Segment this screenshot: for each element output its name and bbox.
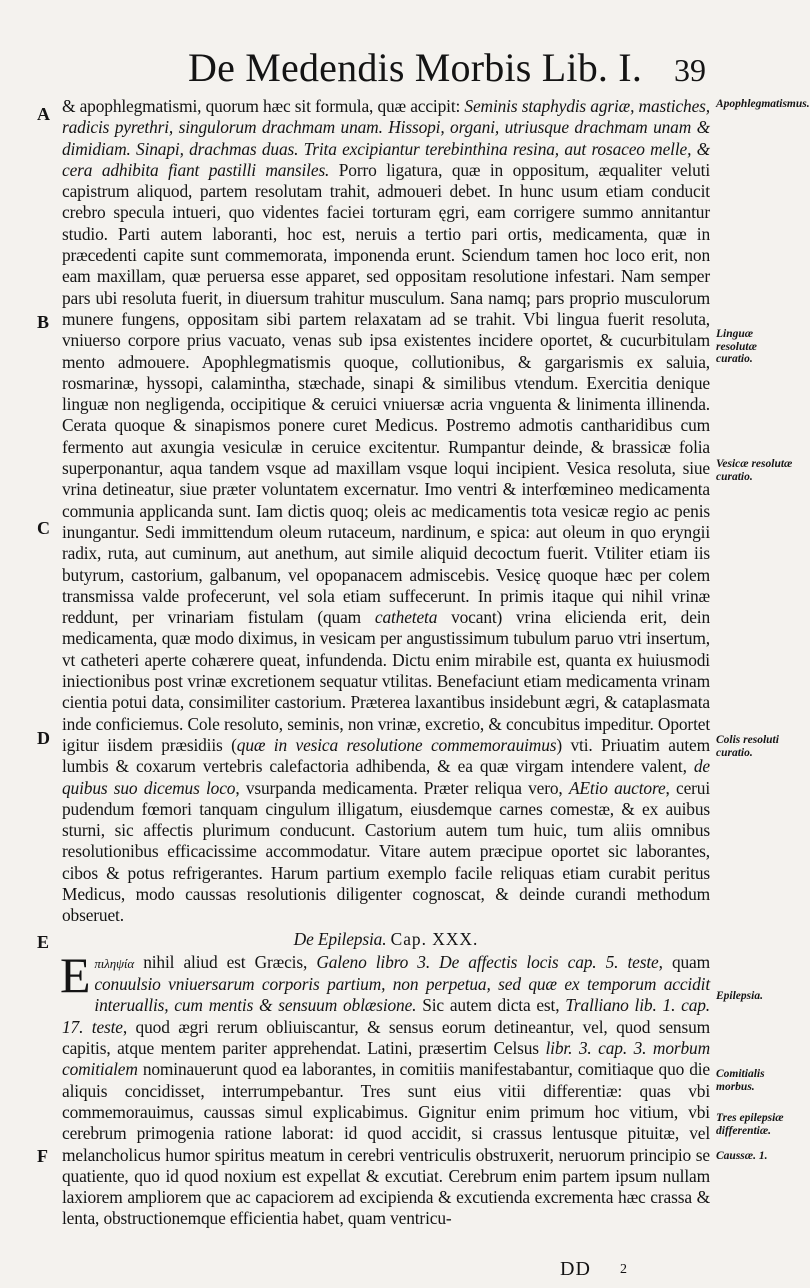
- italic-run: libr. 3. cap. 3. morbum comitialem: [62, 1038, 710, 1080]
- italic-run: Galeno libro 3. De affectis locis cap. 5. teste: [316, 951, 659, 972]
- text-run: , quam: [658, 951, 710, 972]
- page-number: 39: [674, 52, 706, 88]
- margin-note-linguae: Linguæ resolutæ curatio.: [716, 328, 757, 365]
- italic-run: Tralliano lib. 1. cap. 17. teste: [62, 995, 710, 1037]
- text-run: nominauerunt quod ea laborantes, in comitiis manifestabantur, comitiaque quo die aliquis concidisset, interrumpebantur. Tres sunt eius vitii differentiæ: quas vbi commemorauimus, caussas simul explicabimus. Gignitur enim primum hoc vitium, vbi cerebrum primogenia ratione laborat: id quod accidit, si crassus lentusque pituitæ, vel melancholicus humor spiritus meatum in cerebri ventriculis obstruxerit, neruorum principio se quatiente, quo id quod noxium est expellat & excutiat. Cerebrum enim partem ipsum nullam laxiorem ampliorem que ac capaciorem ad excipienda & excutienda excrementa hæc crassa & lenta, obstructionemque efficientia habet, quam ventricu-: [62, 1059, 710, 1229]
- text-run: , quod ægri rerum obliuiscantur, & sensus eorum detineantur, vel, quod sensum capitis, atque mentem pariter apprehendat. Latini, præsertim Celsus: [62, 1016, 710, 1059]
- margin-letter-f: F: [37, 1146, 48, 1166]
- margin-note-differentiae: Tres epilepsiæ differentiæ.: [716, 1112, 784, 1137]
- running-head: [0, 44, 800, 100]
- paragraph-resolutio: [62, 96, 710, 927]
- text-run: , cerui pudendum fœmori tanquam cingulum illigatum, eiusdemque carnes comestæ, & ex auibus sturni, sic affectis plurimum conducunt. Castorium autem tum huic, tum aliis omnibus resolutionibus efficacissime accommodatur. Vitare autem præcipue oportet sic laborantes, cibos & potus refrigerantes. Harum partium exemplo facile reliquas etiam curabit peritus Medicus, modo caussas resolutionis diligenter cognoscat, & deinde curandi methodum obseruet.: [62, 777, 711, 926]
- margin-letter-e: E: [37, 932, 50, 952]
- text-run: & apophlegmatismi, quorum hæc sit formula, quæ accipit:: [62, 96, 465, 116]
- italic-run: catheteta: [374, 607, 438, 628]
- text-run: nihil aliud est Græcis,: [134, 951, 317, 972]
- margin-letter-c: C: [37, 518, 50, 538]
- chapter-number: Cap. XXX.: [390, 928, 479, 949]
- margin-letter-a: A: [37, 104, 50, 124]
- italic-run: AEtio auctore: [568, 777, 666, 798]
- signature-mark: DD: [560, 1258, 591, 1280]
- italic-run: conuulsio vniuersarum corporis partium, non perpetua, sed quæ ex temporum accidit interuallis, cum mentis & sensuum oblæsione.: [94, 974, 710, 1016]
- italic-run: Seminis staphydis agriæ, mastiches, radicis pyrethri, singulorum drachmam unam. Hissopi, organi, utriusque drachmam unam & dimidiam. Sinapi, drachmas duas. Trita excipiantur terebinthina resina, aut rosaceo melle, & cera adhibita fiant pastilli mansiles.: [62, 96, 710, 180]
- italic-run: quæ in vesica resolutione commemorauimus: [236, 734, 557, 755]
- signature-number: 2: [620, 1262, 627, 1277]
- paragraph-epilepsia: [60, 946, 710, 1230]
- greek-word: πιληψία: [94, 955, 135, 971]
- text-run: vocant) vrina elicienda erit, dein medicamenta, quæ modo diximus, in vesicam per angustissimum tubulum paruo vtri insertum, vt catheteri aperte cohærere queat, infundenda. Dictu enim mirabile est, quanta ex huiusmodi iniectionibus post vrinæ excretionem sequatur vtilitas. Benefaciunt etiam medicamenta vrinam cientia potui data, consimiliter castorium. Præterea laxantibus insidebunt ægri, & cataplasmata inde conficiemus. Cole resoluto, seminis, non vrinæ, excretio, & concubitus impeditur. Oportet igitur iisdem præsidiis (: [62, 607, 710, 755]
- margin-note-epilepsia: Epilepsia.: [716, 990, 763, 1002]
- margin-letter-d: D: [37, 728, 50, 748]
- italic-run: de quibus suo dicemus loco: [62, 756, 710, 798]
- margin-note-vesicae: Vesicæ resolutæ curatio.: [716, 458, 793, 483]
- margin-letter-b: B: [37, 312, 50, 332]
- text-run: Sic autem dicta est,: [416, 995, 566, 1016]
- running-title: De Medendis Morbis Lib. I.: [188, 45, 643, 90]
- margin-note-comitialis: Comitialis morbus.: [716, 1068, 765, 1093]
- chapter-heading: [62, 929, 710, 950]
- margin-note-colis: Colis resoluti curatio.: [716, 734, 779, 759]
- text-run: ) vti. Priuatim autem lumbis & coxarum vertebris calefactoria adhibenda, & ea quæ virgam intendere valent,: [62, 734, 710, 777]
- drop-initial: E: [60, 946, 91, 1003]
- margin-note-apophlegmatismus: Apophlegmatismus.: [716, 98, 810, 110]
- text-run: , vsurpanda medicamenta. Præter reliqua vero,: [235, 777, 569, 798]
- margin-note-caussae: Caussæ. 1.: [716, 1150, 768, 1162]
- text-run: Porro ligatura, quæ in oppositum, æqualiter veluti capistrum aliquod, partem resolutam trahit, admoueri debet. In hunc usum etiam conducit crebro specula intueri, quo videntes faciei torturam ęgri, eam corrigere summo annitantur studio. Parti autem laboranti, hoc est, neruis a tertio pari ortis, medicamenta, quæ in præcedenti capite sunt commemorata, imponenda erunt. Sciendum tamen hoc loco erit, non eam maxillam, quæ peruersa esse apparet, sed oppositam resolutione infestari. Nam semper pars ubi resoluta fuerit, in diuersum trahitur musculum. Sana namq; pars proprio musculorum munere fungens, oppositam sibi partem relaxatam ad se trahit. Vbi lingua fuerit resoluta, vniuerso corpore prius vacuato, venas sub ipsa existentes incidere oportet, & cucurbitulam mento admouere. Apophlegmatismis quoque, collutionibus, & gargarismis ex saluia, rosmarinæ, hyssopi, calamintha, stæchade, sinapi & similibus vtendum. Exercitia denique linguæ non negligenda, occipitique & ceruici vniuersæ acria vnguenta & linimenta illinenda. Cerata quoque & sinapismos ponere curet Medicus. Postremo admotis cantharidibus cum fermento aut axungia vesiculæ in ceruice excitentur. Rumpantur deinde, & brassicæ folia superponantur, aqua tandem vsque ad maxillam vsque loqui incipient. Vesica resoluta, siue vrina detineatur, siue præter voluntatem excernatur. Imo ventri & interfœmineo medicamenta communia applicanda sunt. Iam dictis quoq; oleis ac medicamentis tota vesicæ regio ac penis inungantur. Sedi immittendum oleum rutaceum, nardinum, e spica: aut oleum in quo eryngii radix, ruta, aut cuminum, aut anethum, aut simile aliquid decoctum fuerit. Vtiliter etiam iis butyrum, castorium, galbanum, vel opopanacem admiscebis. Vesicę quoque hæc per colem transmissa valde profecerunt, vel sola etiam suffecerunt. In primis itaque qui nihil vrinæ reddunt, per vrinariam fistulam (quam: [62, 159, 711, 628]
- chapter-title: De Epilepsia.: [293, 928, 387, 949]
- main-text: [62, 96, 710, 1230]
